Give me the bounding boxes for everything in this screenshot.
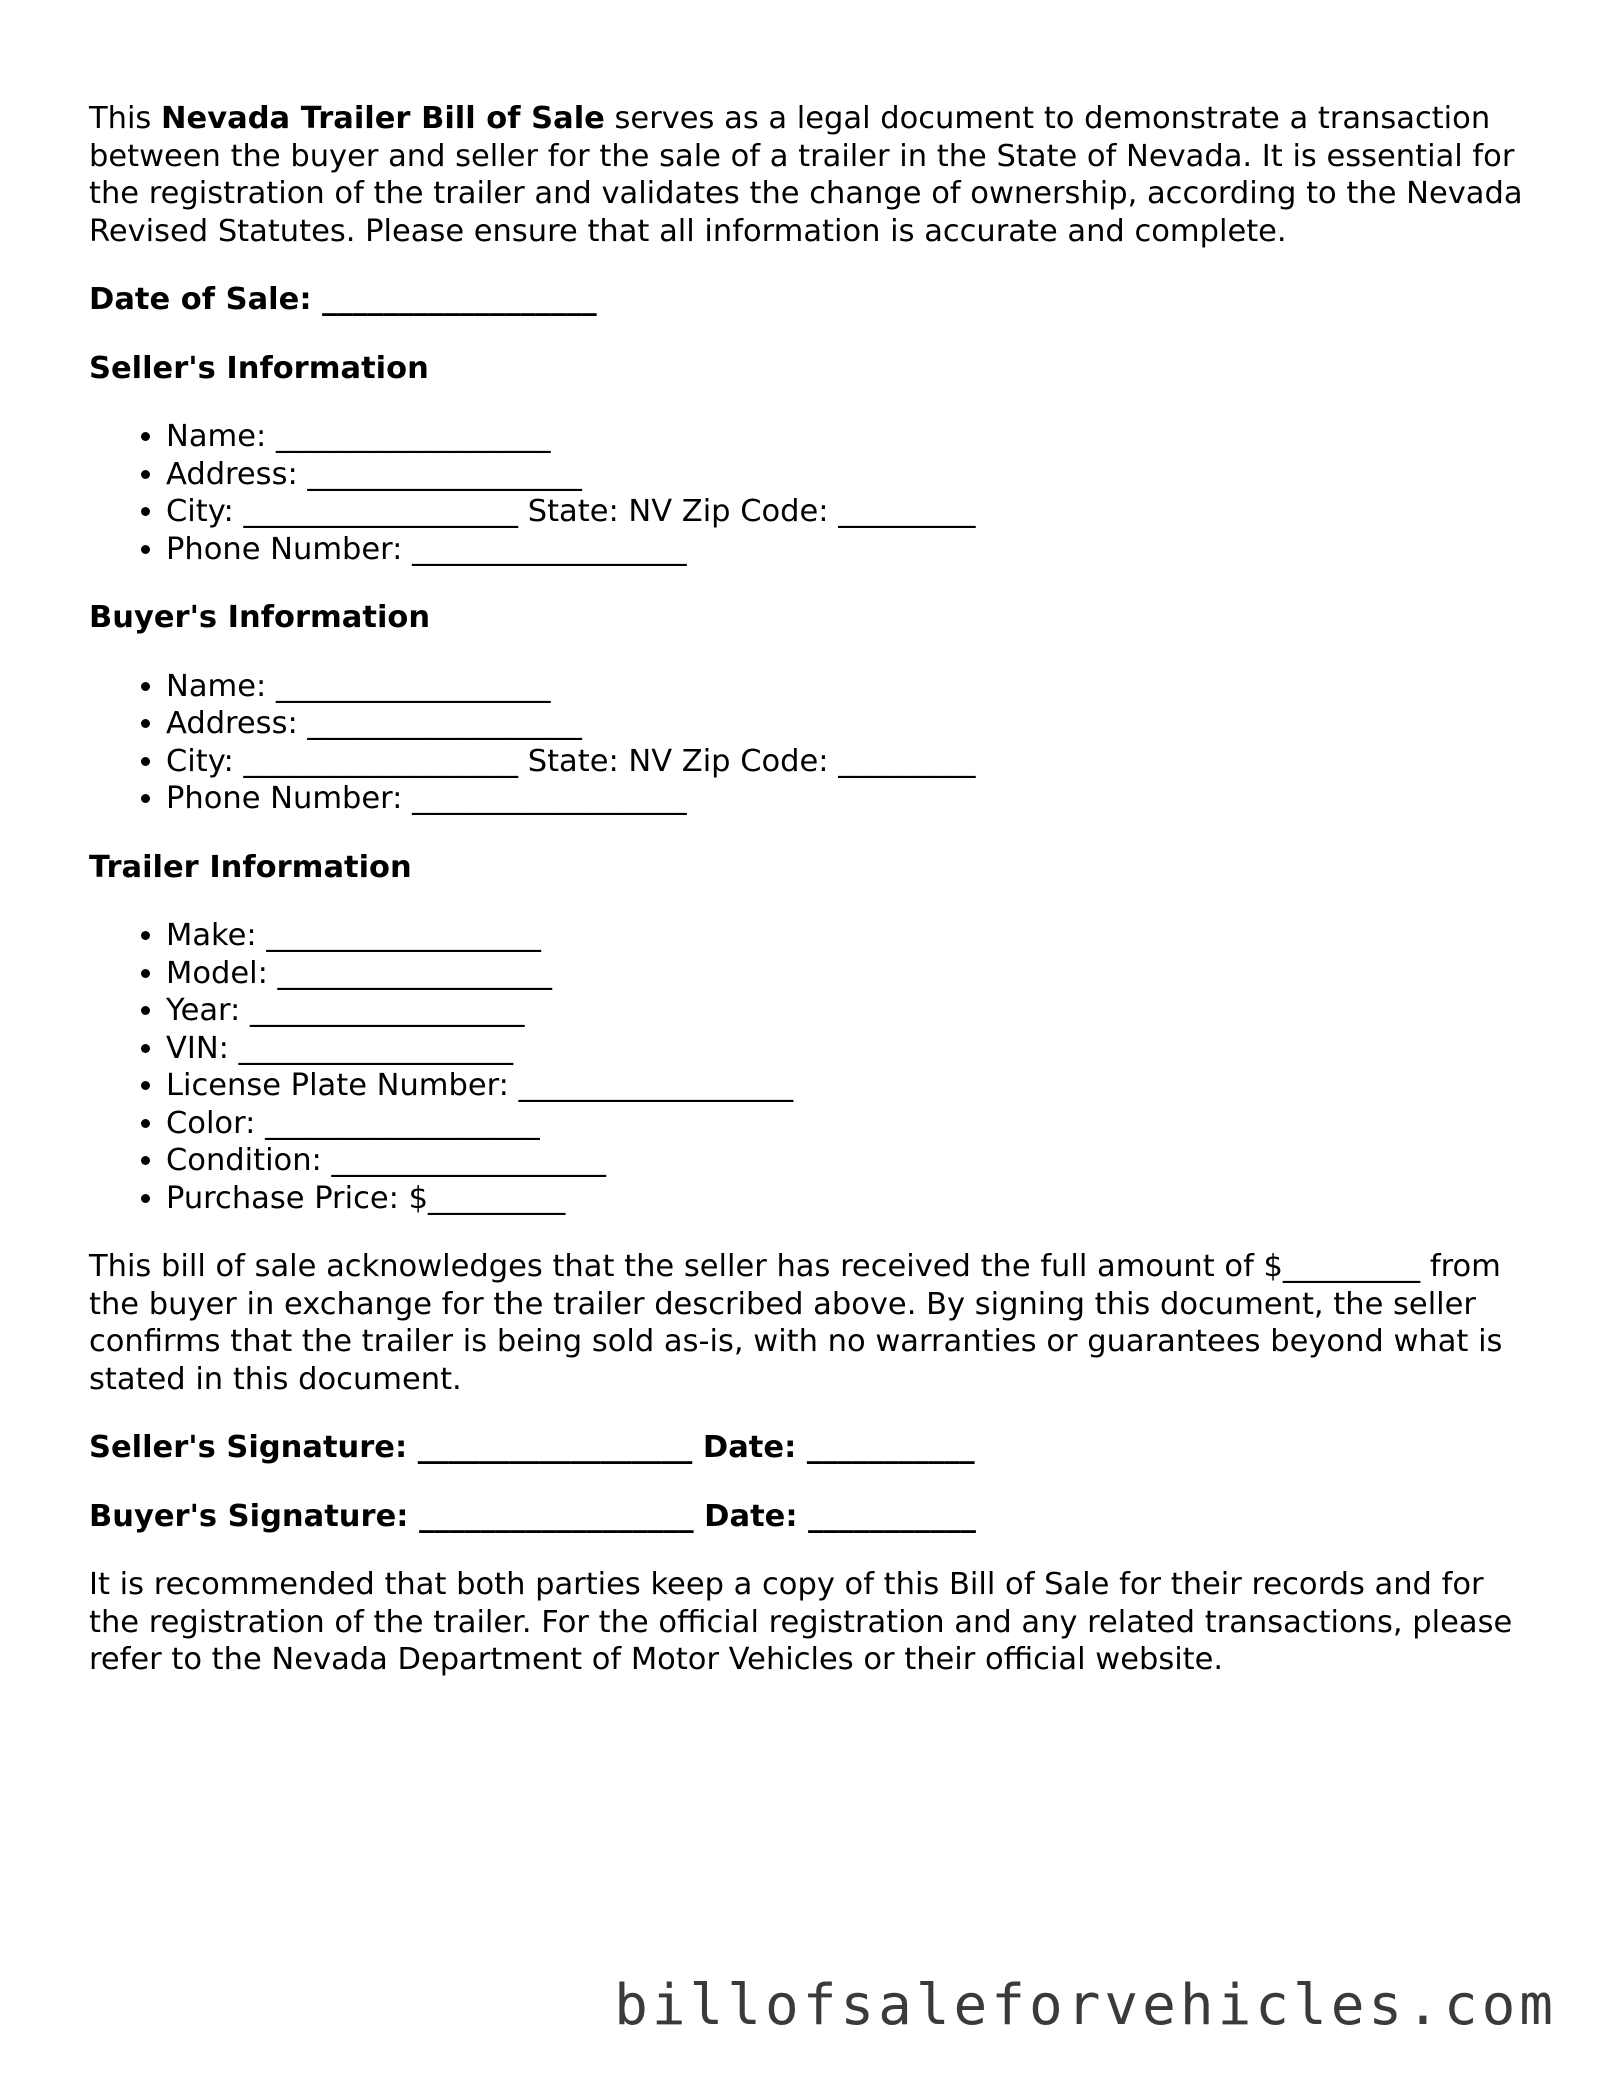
buyer-heading: Buyer's Information	[89, 600, 431, 635]
intro-paragraph	[89, 100, 1529, 250]
acknowledgement-paragraph: This bill of sale acknowledges that the seller has received the full amount of $_________ from the buyer in exchange for the trailer described above. By signing this document, the seller confirms that the trailer is being sold as-is, with no warranties or guarantees beyond what is stated in this document.	[89, 1249, 1503, 1397]
trailer-vin-field: • VIN: __________________	[166, 1030, 1529, 1068]
closing-paragraph: It is recommended that both parties keep a copy of this Bill of Sale for their records and for the registration of the trailer. For the official registration and any related transactions, please refer to the Nevada Department of Motor Vehicles or their official website.	[89, 1567, 1513, 1677]
trailer-license-plate-field: • License Plate Number: __________________	[166, 1067, 1529, 1105]
trailer-color-field: • Color: __________________	[166, 1105, 1529, 1143]
seller-city-state-zip-field: • City: __________________ State: NV Zip Code: _________	[166, 493, 1529, 531]
seller-address-field: • Address: __________________	[166, 456, 1529, 494]
trailer-model-field: • Model: __________________	[166, 955, 1529, 993]
trailer-condition-field: • Condition: __________________	[166, 1142, 1529, 1180]
seller-name-field: • Name: __________________	[166, 418, 1529, 456]
buyer-city-state-zip-field: • City: __________________ State: NV Zip Code: _________	[166, 743, 1529, 781]
trailer-year-field: • Year: __________________	[166, 992, 1529, 1030]
buyer-phone-field: • Phone Number: __________________	[166, 780, 1529, 818]
intro-text: serves as a legal document to demonstrate a transaction between the buyer and seller for the sale of a trailer in the State of Nevada. It is essential for the registration of the trailer and validates the change of ownership, according to the Nevada Revised Statutes. Please ensure that all information is accurate and complete.	[89, 101, 1523, 249]
date-of-sale	[89, 281, 1529, 319]
seller-list	[89, 418, 1529, 568]
buyer-address-field: • Address: __________________	[166, 705, 1529, 743]
site-watermark: billofsaleforvehicles.com	[614, 1973, 1557, 2038]
buyer-list	[89, 668, 1529, 818]
document-title: Nevada Trailer Bill of Sale	[161, 101, 605, 136]
trailer-heading: Trailer Information	[89, 849, 412, 885]
document-body	[89, 100, 1529, 1679]
seller-heading: Seller's Information	[89, 350, 429, 386]
trailer-make-field: • Make: __________________	[166, 917, 1529, 955]
trailer-purchase-price-field: • Purchase Price: $_________	[166, 1180, 1529, 1218]
buyer-name-field: • Name: __________________	[166, 668, 1529, 706]
trailer-list	[89, 917, 1529, 1217]
date-of-sale-label: Date of Sale:	[89, 282, 312, 317]
intro-prefix: This	[89, 101, 162, 136]
buyer-signature-line: Buyer's Signature: __________________ Date: ___________	[89, 1498, 976, 1534]
date-of-sale-blank: __________________	[322, 282, 597, 317]
seller-phone-field: • Phone Number: __________________	[166, 531, 1529, 569]
seller-signature-line: Seller's Signature: __________________ Date: ___________	[89, 1430, 975, 1465]
